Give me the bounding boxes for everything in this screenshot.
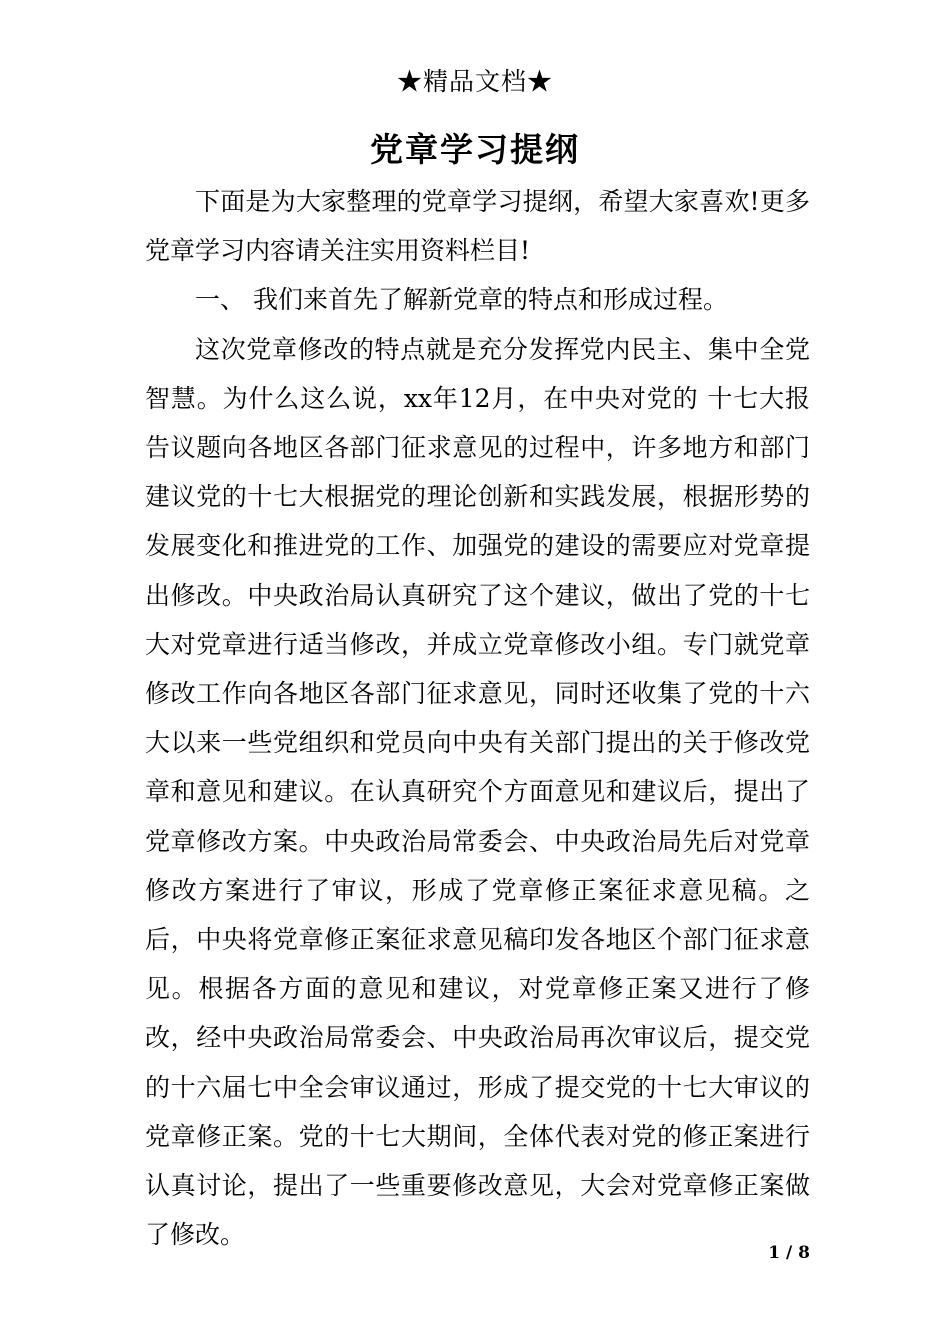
page-number: 1 / 8 [768, 1243, 810, 1263]
paragraph-intro: 下面是为大家整理的党章学习提纲，希望大家喜欢!更多党章学习内容请关注实用资料栏目! [145, 187, 810, 266]
document-body [145, 177, 810, 1259]
document-header: ★精品文档★ [396, 67, 553, 96]
paragraph-section-heading: 一、 我们来首先了解新党章的特点和形成过程。 [195, 285, 728, 315]
document-title: 党章学习提纲 [370, 130, 580, 169]
paragraph-main: 这次党章修改的特点就是充分发挥党内民主、集中全党智慧。为什么这么说，xx年12月，在中央对党的 十七大报告议题向各地区各部门征求意见的过程中，许多地方和部门建议党的十七大根据党的理论创新和实践发展，根据形势的发展变化和推进党的工作、加强党的建设的需要应对党章提出修改。中央政治局认真研究了这个建议，做出了党的十七大对党章进行适当修改，并成立党章修改小组。专门就党章修改工作向各地区各部门征求意见，同时还收集了党的十六大以来一些党组织和党员向中央有关部门提出的关于修改党章和意见和建议。在认真研究个方面意见和建议后，提出了党章修改方案。中央政治局常委会、中央政治局先后对党章修改方案进行了审议，形成了党章修正案征求意见稿。之后，中央将党章修正案征求意见稿印发各地区个部门征求意见。根据各方面的意见和建议，对党章修正案又进行了修改，经中央政治局常委会、中央政治局再次审议后，提交党的十六届七中全会审议通过，形成了提交党的十七大审议的党章修正案。党的十七大期间，全体代表对党的修正案进行认真讨论，提出了一些重要修改意见，大会对党章修正案做了修改。 [145, 334, 810, 1250]
